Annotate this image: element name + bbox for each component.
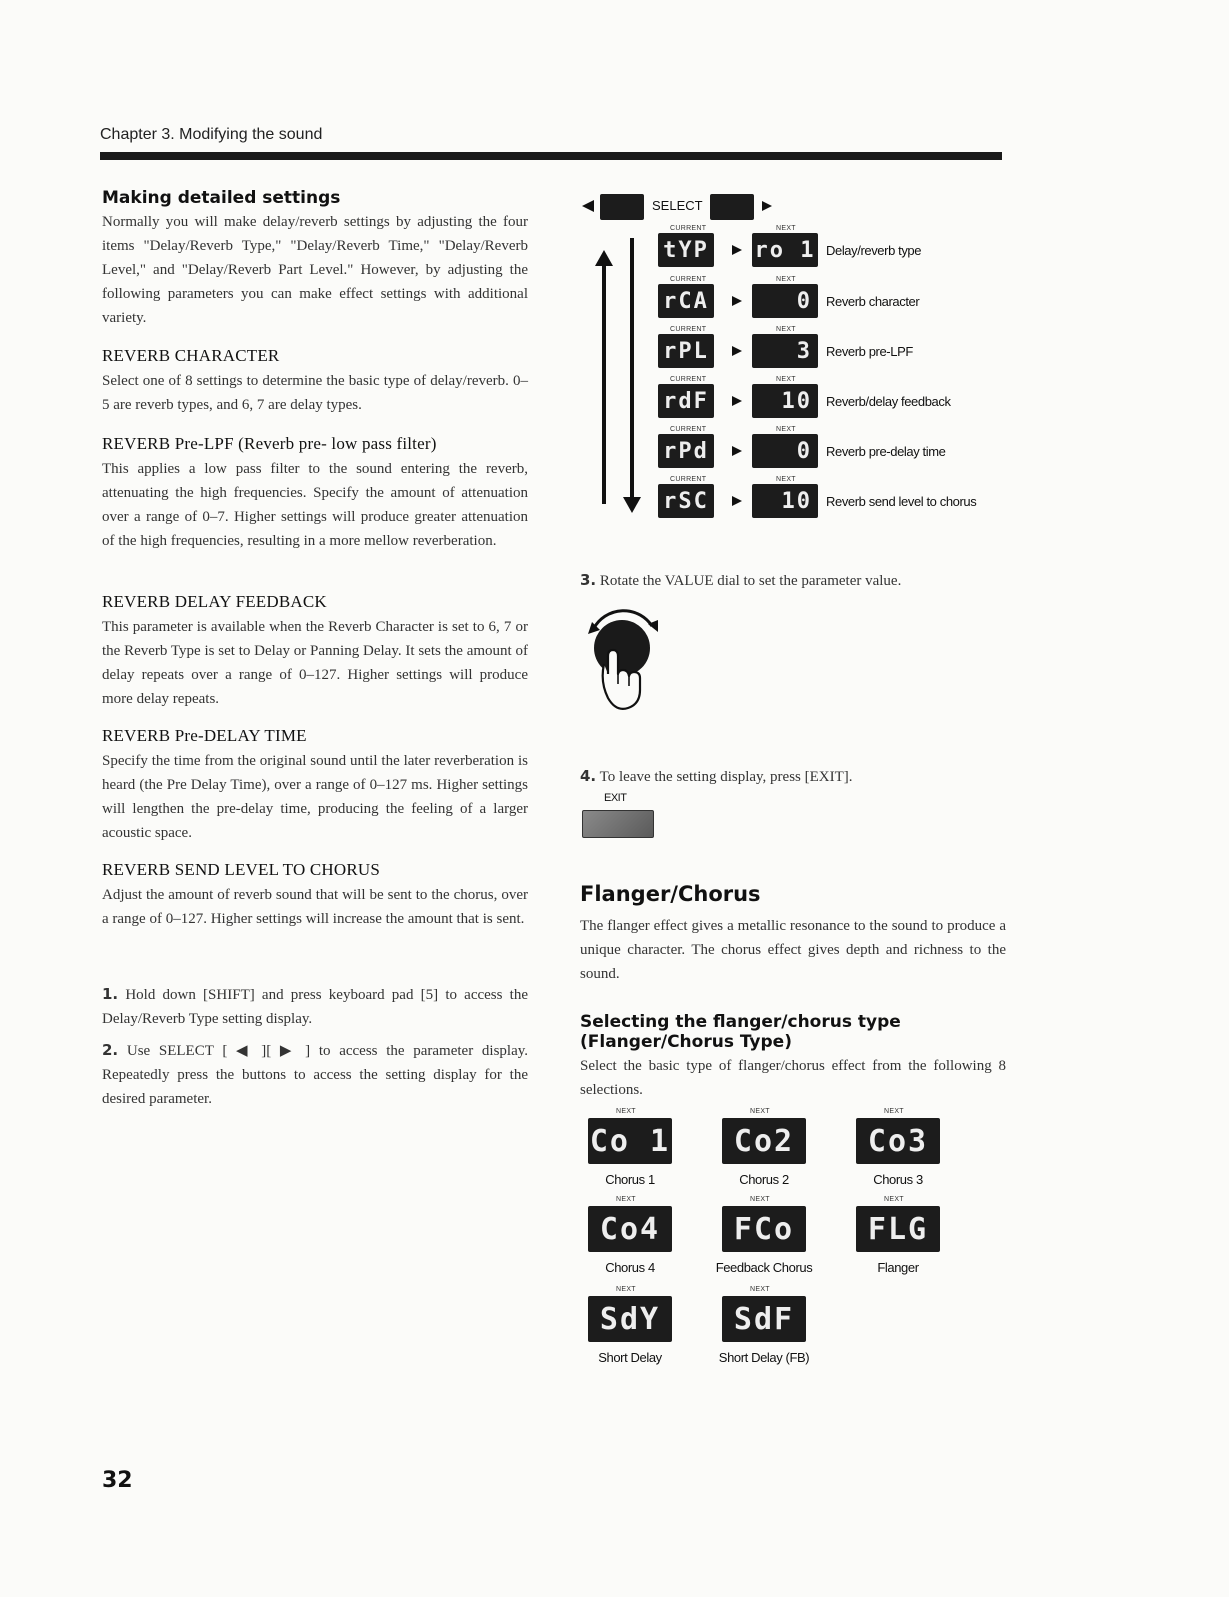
- type-label: Chorus 2: [739, 1172, 789, 1187]
- current-display: tYP: [658, 233, 714, 267]
- current-display: rdF: [658, 384, 714, 418]
- select-type-text: Select the basic type of flanger/chorus effect from the following 8 selections.: [580, 1058, 1006, 1098]
- current-caption: CURRENT: [670, 426, 707, 433]
- type-display: SdF: [722, 1296, 806, 1342]
- reverb-predelay-title: REVERB Pre-DELAY TIME: [102, 726, 307, 745]
- reverb-feedback-title: REVERB DELAY FEEDBACK: [102, 592, 327, 611]
- current-caption: CURRENT: [670, 376, 707, 383]
- current-caption: CURRENT: [670, 276, 707, 283]
- type-label: Flanger: [877, 1260, 919, 1275]
- type-display: Co2: [722, 1118, 806, 1164]
- type-label: Short Delay (FB): [718, 1350, 810, 1365]
- current-display: rSC: [658, 484, 714, 518]
- param-label: Reverb pre-LPF: [826, 344, 913, 359]
- next-caption: NEXT: [776, 326, 796, 333]
- reverb-character-title: REVERB CHARACTER: [102, 346, 280, 365]
- exit-button[interactable]: [582, 810, 654, 838]
- type-label: Chorus 3: [873, 1172, 923, 1187]
- reverb-feedback-section: [102, 592, 528, 711]
- next-display: 10: [752, 384, 818, 418]
- cycle-line-right: [630, 238, 634, 498]
- current-caption: CURRENT: [670, 476, 707, 483]
- reverb-sendlevel-text: Adjust the amount of reverb sound that will be sent to the chorus, over a range of 0–127. Higher settings will increase the amount that is sent.: [102, 887, 528, 927]
- next-display: 3: [752, 334, 818, 368]
- row-arrow-icon: [732, 396, 742, 406]
- step-3-number: 3.: [580, 571, 597, 589]
- current-caption: CURRENT: [670, 225, 707, 232]
- select-label: SELECT: [652, 198, 703, 213]
- select-type-title-1: Selecting the flanger/chorus type: [580, 1012, 901, 1032]
- next-caption: NEXT: [776, 225, 796, 232]
- select-left-arrow-icon: [582, 200, 594, 212]
- reverb-feedback-text: This parameter is available when the Reverb Character is set to 6, 7 or the Reverb Type is set to Delay or Panning Delay. It sets the amount of delay repeats over a range of 0–127. Higher settings will produce more delay repeats.: [102, 619, 528, 707]
- current-display: rCA: [658, 284, 714, 318]
- step-3-text: Rotate the VALUE dial to set the parameter value.: [599, 573, 902, 589]
- step-1: [102, 982, 528, 1031]
- step-4-number: 4.: [580, 767, 597, 785]
- next-caption: NEXT: [616, 1108, 636, 1115]
- chapter-header: Chapter 3. Modifying the sound: [100, 126, 323, 143]
- row-arrow-icon: [732, 296, 742, 306]
- type-display: Co 1: [588, 1118, 672, 1164]
- next-caption: NEXT: [884, 1108, 904, 1115]
- reverb-character-text: Select one of 8 settings to determine the basic type of delay/reverb. 0–5 are reverb types, and 6, 7 are delay types.: [102, 373, 528, 413]
- flanger-chorus-text: The flanger effect gives a metallic resonance to the sound to produce a unique character. The chorus effect gives depth and richness to the sound.: [580, 918, 1006, 982]
- type-display: Co4: [588, 1206, 672, 1252]
- step-1-number: 1.: [102, 985, 119, 1003]
- next-display: 0: [752, 434, 818, 468]
- reverb-character-section: [102, 346, 528, 417]
- next-caption: NEXT: [750, 1286, 770, 1293]
- flanger-chorus-intro: [580, 914, 1006, 986]
- reverb-predelay-section: [102, 726, 528, 845]
- param-label: Reverb character: [826, 294, 920, 309]
- next-caption: NEXT: [750, 1108, 770, 1115]
- row-arrow-icon: [732, 446, 742, 456]
- next-caption: NEXT: [776, 376, 796, 383]
- step-3: [580, 568, 1006, 593]
- exit-label: EXIT: [604, 792, 627, 804]
- next-caption: NEXT: [750, 1196, 770, 1203]
- step-2-number: 2.: [102, 1041, 119, 1059]
- type-display: SdY: [588, 1296, 672, 1342]
- reverb-sendlevel-title: REVERB SEND LEVEL TO CHORUS: [102, 860, 381, 879]
- select-type-title-2: (Flanger/Chorus Type): [580, 1032, 792, 1052]
- reverb-sendlevel-section: [102, 860, 528, 931]
- select-left-button[interactable]: [600, 194, 644, 220]
- type-label: Short Delay: [598, 1350, 662, 1365]
- select-right-button[interactable]: [710, 194, 754, 220]
- select-type-section: [580, 1012, 1006, 1102]
- current-caption: CURRENT: [670, 326, 707, 333]
- reverb-predelay-text: Specify the time from the original sound until the later reverberation is heard (the Pre Delay Time), over a range of 0–127 ms. Higher settings will lengthen the pre-delay time, producing the feeling of a larger acoustic space.: [102, 753, 528, 841]
- select-right-arrow-icon: [762, 201, 772, 211]
- step-4: [580, 764, 1006, 789]
- next-caption: NEXT: [776, 476, 796, 483]
- value-dial-icon[interactable]: [582, 598, 672, 720]
- type-label: Chorus 4: [605, 1260, 655, 1275]
- param-label: Reverb pre-delay time: [826, 444, 946, 459]
- header-rule: [100, 152, 1002, 160]
- next-caption: NEXT: [616, 1286, 636, 1293]
- next-caption: NEXT: [776, 276, 796, 283]
- next-caption: NEXT: [884, 1196, 904, 1203]
- next-caption: NEXT: [616, 1196, 636, 1203]
- next-display: 0: [752, 284, 818, 318]
- step-2: [102, 1038, 528, 1111]
- reverb-prelpf-section: [102, 434, 528, 553]
- flanger-chorus-title: Flanger/Chorus: [580, 882, 761, 906]
- page-number: 32: [102, 1468, 133, 1493]
- type-display: FCo: [722, 1206, 806, 1252]
- arrow-down-icon: [623, 497, 641, 513]
- param-label: Delay/reverb type: [826, 243, 922, 258]
- making-settings-section: [102, 188, 528, 330]
- param-label: Reverb send level to chorus: [826, 494, 977, 509]
- row-arrow-icon: [732, 496, 742, 506]
- next-display: ro 1: [752, 233, 818, 267]
- type-label: Feedback Chorus: [715, 1260, 813, 1275]
- current-display: rPd: [658, 434, 714, 468]
- type-display: FLG: [856, 1206, 940, 1252]
- current-display: rPL: [658, 334, 714, 368]
- making-settings-text: Normally you will make delay/reverb settings by adjusting the four items "Delay/Reverb Type," "Delay/Reverb Time," "Delay/Reverb Level," and "Delay/Reverb Part Level." However, by adjusting the following parameters you can make effect settings with additional variety.: [102, 214, 528, 326]
- step-1-text: Hold down [SHIFT] and press keyboard pad [5] to access the Delay/Reverb Type setting display.: [102, 987, 529, 1027]
- next-display: 10: [752, 484, 818, 518]
- row-arrow-icon: [732, 245, 742, 255]
- next-caption: NEXT: [776, 426, 796, 433]
- reverb-prelpf-text: This applies a low pass filter to the sound entering the reverb, attenuating the high frequencies. Specify the amount of attenuation over a range of 0–7. Higher settings will produce greater attenuation of the high frequencies, resulting in a more mellow reverberation.: [102, 461, 528, 549]
- row-arrow-icon: [732, 346, 742, 356]
- type-display: Co3: [856, 1118, 940, 1164]
- reverb-prelpf-title: REVERB Pre-LPF (Reverb pre- low pass filter): [102, 434, 437, 453]
- type-label: Chorus 1: [605, 1172, 655, 1187]
- step-4-text: To leave the setting display, press [EXIT].: [599, 769, 853, 785]
- param-label: Reverb/delay feedback: [826, 394, 951, 409]
- step-2-text: Use SELECT [ ◀ ][ ▶ ] to access the parameter display. Repeatedly press the buttons to access the setting display for the desired parameter.: [102, 1043, 529, 1107]
- making-settings-title: Making detailed settings: [102, 188, 341, 208]
- cycle-line-left: [602, 264, 606, 504]
